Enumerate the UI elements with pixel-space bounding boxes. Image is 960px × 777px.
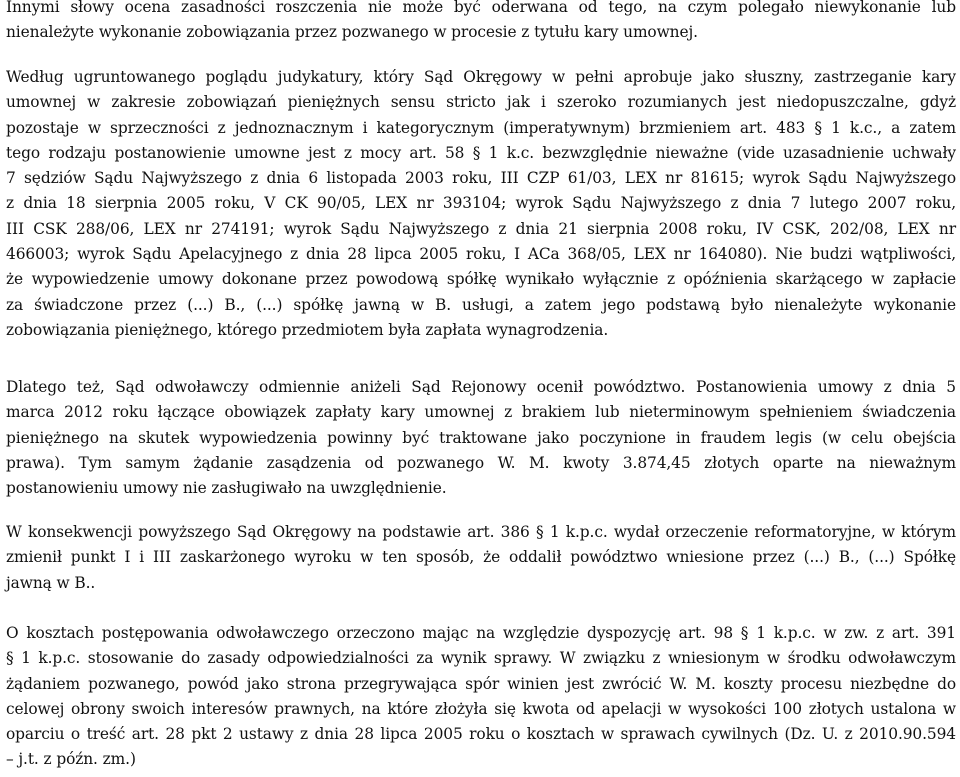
text-line: umownej w zakresie zobowiązań pieniężnych sensu stricto jak i szeroko rozumianych jest niedopuszczalne, gdyż bbox=[6, 93, 956, 112]
text-line: pozostaje w sprzeczności z jednoznacznym i kategorycznym (imperatywnym) brzmieniem art. 483 § 1 k.c., a zatem bbox=[6, 118, 956, 137]
text-line: W konsekwencji powyższego Sąd Okręgowy na podstawie art. 386 § 1 k.p.c. wydał orzeczenie reformatoryjne, w którym bbox=[6, 523, 956, 541]
paragraph-judgment-change bbox=[6, 520, 956, 596]
paragraph-appeal-assessment bbox=[6, 375, 956, 501]
text-line: marca 2012 roku łączące obowiązek zapłaty kary umownej z brakiem lub nieterminowym spełnieniem świadczenia bbox=[6, 403, 956, 422]
paragraph-assessment bbox=[6, 0, 956, 46]
text-line: O kosztach postępowania odwoławczego orzeczono mając na względzie dyspozycję art. 98 § 1 k.p.c. w zw. z art. 391 bbox=[6, 624, 956, 642]
text-line: żądaniem pozwanego, powód jako strona przegrywająca spór winien jest zwrócić W. M. koszty procesu niezbędne do bbox=[6, 674, 956, 693]
text-line: III CSK 288/06, LEX nr 274191; wyrok Sądu Najwyższego z dnia 21 sierpnia 2008 roku, IV CSK, 202/08, LEX nr bbox=[6, 219, 956, 238]
text-line: Dlatego też, Sąd odwoławczy odmiennie aniżeli Sąd Rejonowy ocenił powództwo. Postanowienia umowy z dnia 5 bbox=[6, 378, 956, 396]
text-line: Według ugruntowanego poglądu judykatury, który Sąd Okręgowy w pełni aprobuje jako słuszny, zastrzeganie kary bbox=[6, 68, 956, 86]
text-line: oparciu o treść art. 28 pkt 2 ustawy z dnia 28 lipca 2005 roku o kosztach w sprawach cywilnych (Dz. U. z 2010.90.594 bbox=[6, 725, 956, 744]
text-line: prawa). Tym samym żądanie zasądzenia od pozwanego W. M. kwoty 3.874,45 złotych oparte na nieważnym bbox=[6, 453, 956, 472]
text-line: 7 sędziów Sądu Najwyższego z dnia 6 listopada 2003 roku, III CZP 61/03, LEX nr 81615; wyrok Sądu Najwyższego bbox=[6, 169, 956, 188]
text-line: za świadczone przez (...) B., (...) spółkę jawną w B. usługi, a zatem jego podstawą było nienależyte wykonanie bbox=[6, 295, 956, 314]
text-line: – j.t. z późn. zm.) bbox=[6, 750, 136, 769]
text-line: nienależyte wykonanie zobowiązania przez pozwanego w procesie z tytułu kary umownej. bbox=[6, 23, 698, 42]
text-line: 466003; wyrok Sądu Apelacyjnego z dnia 28 lipca 2005 roku, I ACa 368/05, LEX nr 164080). Nie budzi wątpliwości, bbox=[6, 245, 956, 264]
text-line: § 1 k.p.c. stosowanie do zasady odpowiedzialności za wynik sprawy. W związku z wniesionym w środku odwoławczym bbox=[6, 649, 956, 668]
paragraph-case-law bbox=[6, 65, 956, 343]
text-line: Innymi słowy ocena zasadności roszczenia nie może być oderwana od tego, na czym polegało niewykonanie lub bbox=[6, 0, 956, 16]
text-line: tego rodzaju postanowienie umowne jest z mocy art. 58 § 1 k.c. bezwzględnie nieważne (vide uzasadnienie uchwały bbox=[6, 143, 956, 162]
text-line: pieniężnego na skutek wypowiedzenia powinny być traktowane jako poczynione in fraudem legis (w celu obejścia bbox=[6, 428, 956, 447]
text-line: że wypowiedzenie umowy dokonane przez powodową spółkę wynikało wyłącznie z opóźnienia skarżącego w zapłacie bbox=[6, 270, 956, 289]
paragraph-costs bbox=[6, 621, 956, 773]
text-line: zmienił punkt I i III zaskarżonego wyroku w ten sposób, że oddalił powództwo wniesione przez (...) B., (...) Spółkę bbox=[6, 548, 956, 567]
text-line: postanowieniu umowy nie zasługiwało na uwzględnienie. bbox=[6, 479, 447, 498]
text-line: z dnia 18 sierpnia 2005 roku, V CK 90/05, LEX nr 393104; wyrok Sądu Najwyższego z dnia 7 lutego 2007 roku, bbox=[6, 194, 956, 213]
text-line: jawną w B.. bbox=[6, 573, 96, 592]
text-line: celowej obrony swoich interesów prawnych, na które złożyła się kwota od apelacji w wysokości 100 złotych ustalona w bbox=[6, 699, 956, 718]
text-line: zobowiązania pieniężnego, którego przedmiotem była zapłata wynagrodzenia. bbox=[6, 320, 609, 339]
